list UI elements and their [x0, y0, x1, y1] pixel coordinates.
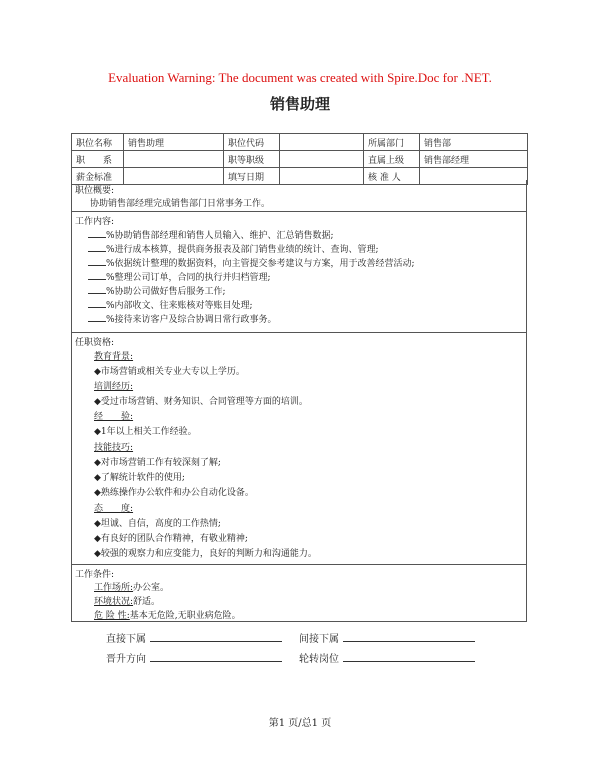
- label-cell: 职等职级: [224, 151, 280, 168]
- promotion-direction: 晋升方向: [106, 650, 282, 665]
- group-label: 教育背景:: [94, 352, 134, 362]
- qualification-item: ◆熟练操作办公软件和办公自动化设备。: [94, 488, 254, 498]
- conditions-heading: 工作条件:: [75, 570, 115, 580]
- group-label: 培训经历:: [94, 382, 134, 392]
- conditions-section: [71, 564, 527, 622]
- value-cell: [124, 151, 224, 168]
- value-cell: 销售助理: [124, 134, 224, 151]
- qualification-section: [71, 332, 527, 565]
- overview-text: 协助销售部经理完成销售部门日常事务工作。: [90, 199, 271, 209]
- label-cell: 所属部门: [364, 134, 420, 151]
- qualification-item: ◆坦诚、自信，高度的工作热情;: [94, 519, 221, 529]
- table-row: [72, 151, 528, 168]
- value-cell: [280, 151, 364, 168]
- qualification-item: ◆对市场营销工作有较深刻了解;: [94, 458, 221, 468]
- group-label: 态 度:: [94, 504, 134, 514]
- condition-row: 环境状况:舒适。: [94, 597, 161, 607]
- work-heading: 工作内容:: [75, 217, 115, 227]
- label-cell: 薪金标准: [72, 168, 124, 185]
- work-section: [71, 211, 527, 333]
- label-cell: 职 系: [72, 151, 124, 168]
- work-item: %内部收文、往来账核对等账目处理;: [88, 298, 253, 311]
- work-item: %依据统计整理的数据资料，向主管提交参考建议与方案，用于改善经营活动;: [88, 256, 415, 269]
- page-footer: 第1 页/总1 页: [268, 718, 332, 729]
- label-cell: 职位代码: [224, 134, 280, 151]
- work-item: %整理公司订单，合同的执行并归档管理;: [88, 270, 271, 283]
- direct-subordinate: 直接下属: [106, 630, 282, 645]
- group-label: 技能技巧:: [94, 443, 134, 453]
- overview-heading: 职位概要:: [75, 186, 115, 196]
- value-cell: [280, 134, 364, 151]
- qualification-item: ◆有良好的团队合作精神，有敬业精神;: [94, 534, 248, 544]
- header-table: [71, 133, 528, 185]
- group-label: 经 验:: [94, 412, 134, 422]
- condition-row: 工作场所:办公室。: [94, 583, 170, 593]
- indirect-subordinate: 间接下属: [299, 630, 475, 645]
- overview-section: [71, 180, 527, 212]
- work-item: %协助公司做好售后服务工作;: [88, 284, 226, 297]
- work-item: %协助销售部经理和销售人员输入、维护、汇总销售数据;: [88, 228, 334, 241]
- table-row: [72, 134, 528, 151]
- qualification-item: ◆了解统计软件的使用;: [94, 473, 185, 483]
- value-cell: 销售部: [420, 134, 528, 151]
- label-cell: 职位名称: [72, 134, 124, 151]
- qualification-item: ◆1年以上相关工作经验。: [94, 427, 197, 437]
- label-cell: 核 准 人: [364, 168, 420, 185]
- qualification-item: ◆市场营销或相关专业大专以上学历。: [94, 367, 245, 377]
- value-cell: 销售部经理: [420, 151, 528, 168]
- label-cell: 直属上级: [364, 151, 420, 168]
- label-cell: 填写日期: [224, 168, 280, 185]
- qualification-item: ◆受过市场营销、财务知识、合同管理等方面的培训。: [94, 397, 308, 407]
- work-item: %接待来访客户及综合协调日常行政事务。: [88, 312, 277, 325]
- work-item: %进行成本核算，提供商务报表及部门销售业绩的统计、查询、管理;: [88, 242, 379, 255]
- rotation-position: 轮转岗位: [299, 650, 475, 665]
- qualification-item: ◆较强的观察力和应变能力，良好的判断力和沟通能力。: [94, 549, 317, 559]
- qualification-heading: 任职资格:: [75, 338, 115, 348]
- document-title: 销售助理: [269, 95, 330, 113]
- condition-row: 危 险 性:基本无危险,无职业病危险。: [94, 611, 241, 621]
- evaluation-warning: Evaluation Warning: The document was created with Spire.Doc for .NET.: [108, 70, 492, 85]
